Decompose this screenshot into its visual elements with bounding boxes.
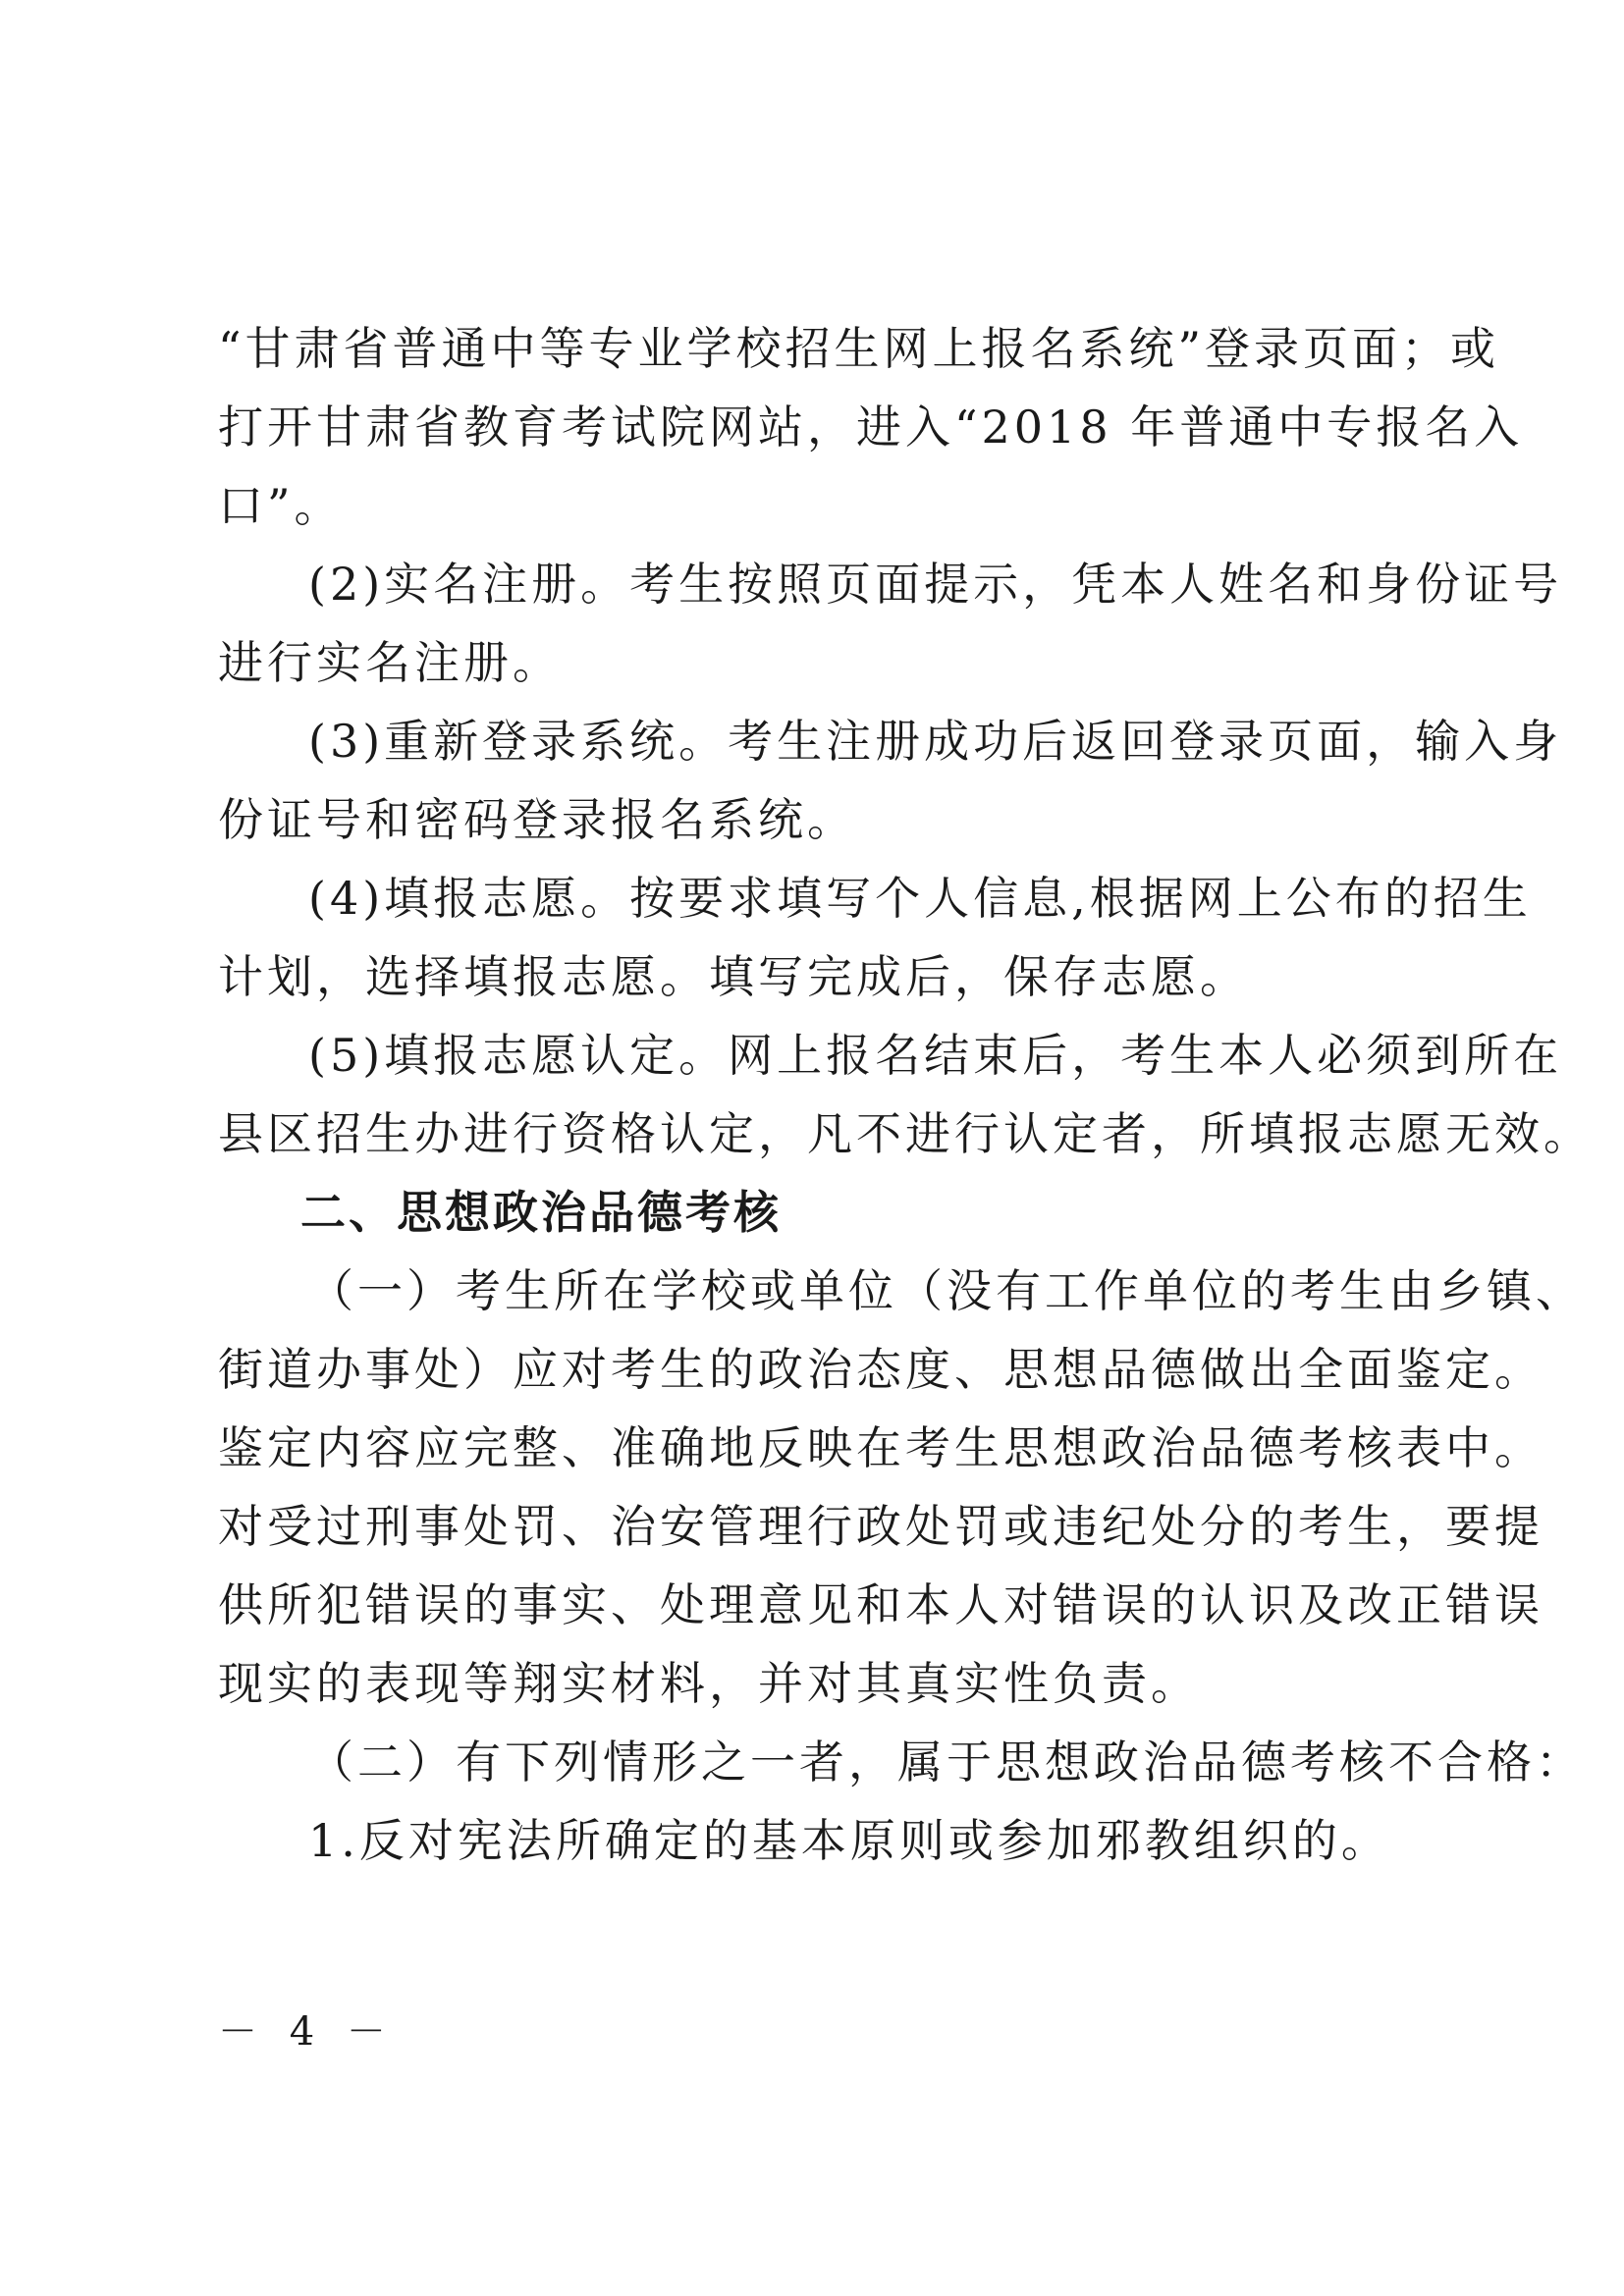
paragraph-line: （二）有下列情形之一者，属于思想政治品德考核不合格： [308, 1735, 1585, 1789]
paragraph-line: (3)重新登录系统。考生注册成功后返回登录页面，输入身 [308, 715, 1563, 768]
paragraph-line: 口”。 [218, 479, 344, 532]
paragraph-line: 县区招生办进行资格认定，凡不进行认定者，所填报志愿无效。 [218, 1107, 1593, 1160]
paragraph-line: 份证号和密码登录报名系统。 [218, 793, 856, 846]
paragraph-line: 进行实名注册。 [218, 636, 562, 689]
paragraph-line: (5)填报志愿认定。网上报名结束后，考生本人必须到所在 [308, 1029, 1563, 1082]
paragraph-line: (4)填报志愿。按要求填写个人信息,根据网上公布的招生 [308, 872, 1532, 925]
section-heading: 二、思想政治品德考核 [300, 1186, 782, 1239]
paragraph-line: （一）考生所在学校或单位（没有工作单位的考生由乡镇、 [308, 1264, 1585, 1317]
paragraph-line: 鉴定内容应完整、准确地反映在考生思想政治品德考核表中。 [218, 1421, 1543, 1474]
paragraph-line: 打开甘肃省教育考试院网站，进入“2018 年普通中专报名入 [218, 400, 1524, 454]
paragraph-line: “甘肃省普通中等专业学校招生网上报名系统”登录页面；或 [218, 322, 1500, 375]
paragraph-line: (2)实名注册。考生按照页面提示，凭本人姓名和身份证号 [308, 558, 1563, 611]
body-text [218, 309, 1593, 1880]
paragraph-line: 街道办事处）应对考生的政治态度、思想品德做出全面鉴定。 [218, 1343, 1543, 1396]
paragraph-line: 现实的表现等翔实材料，并对其真实性负责。 [218, 1657, 1200, 1710]
page-number: － 4 － [218, 2009, 396, 2055]
paragraph-line: 1.反对宪法所确定的基本原则或参加邪教组织的。 [308, 1814, 1390, 1867]
paragraph-line: 对受过刑事处罚、治安管理行政处罚或违纪处分的考生，要提 [218, 1500, 1543, 1553]
paragraph-line: 供所犯错误的事实、处理意见和本人对错误的认识及改正错误 [218, 1578, 1543, 1631]
paragraph-line: 计划，选择填报志愿。填写完成后，保存志愿。 [218, 950, 1249, 1003]
